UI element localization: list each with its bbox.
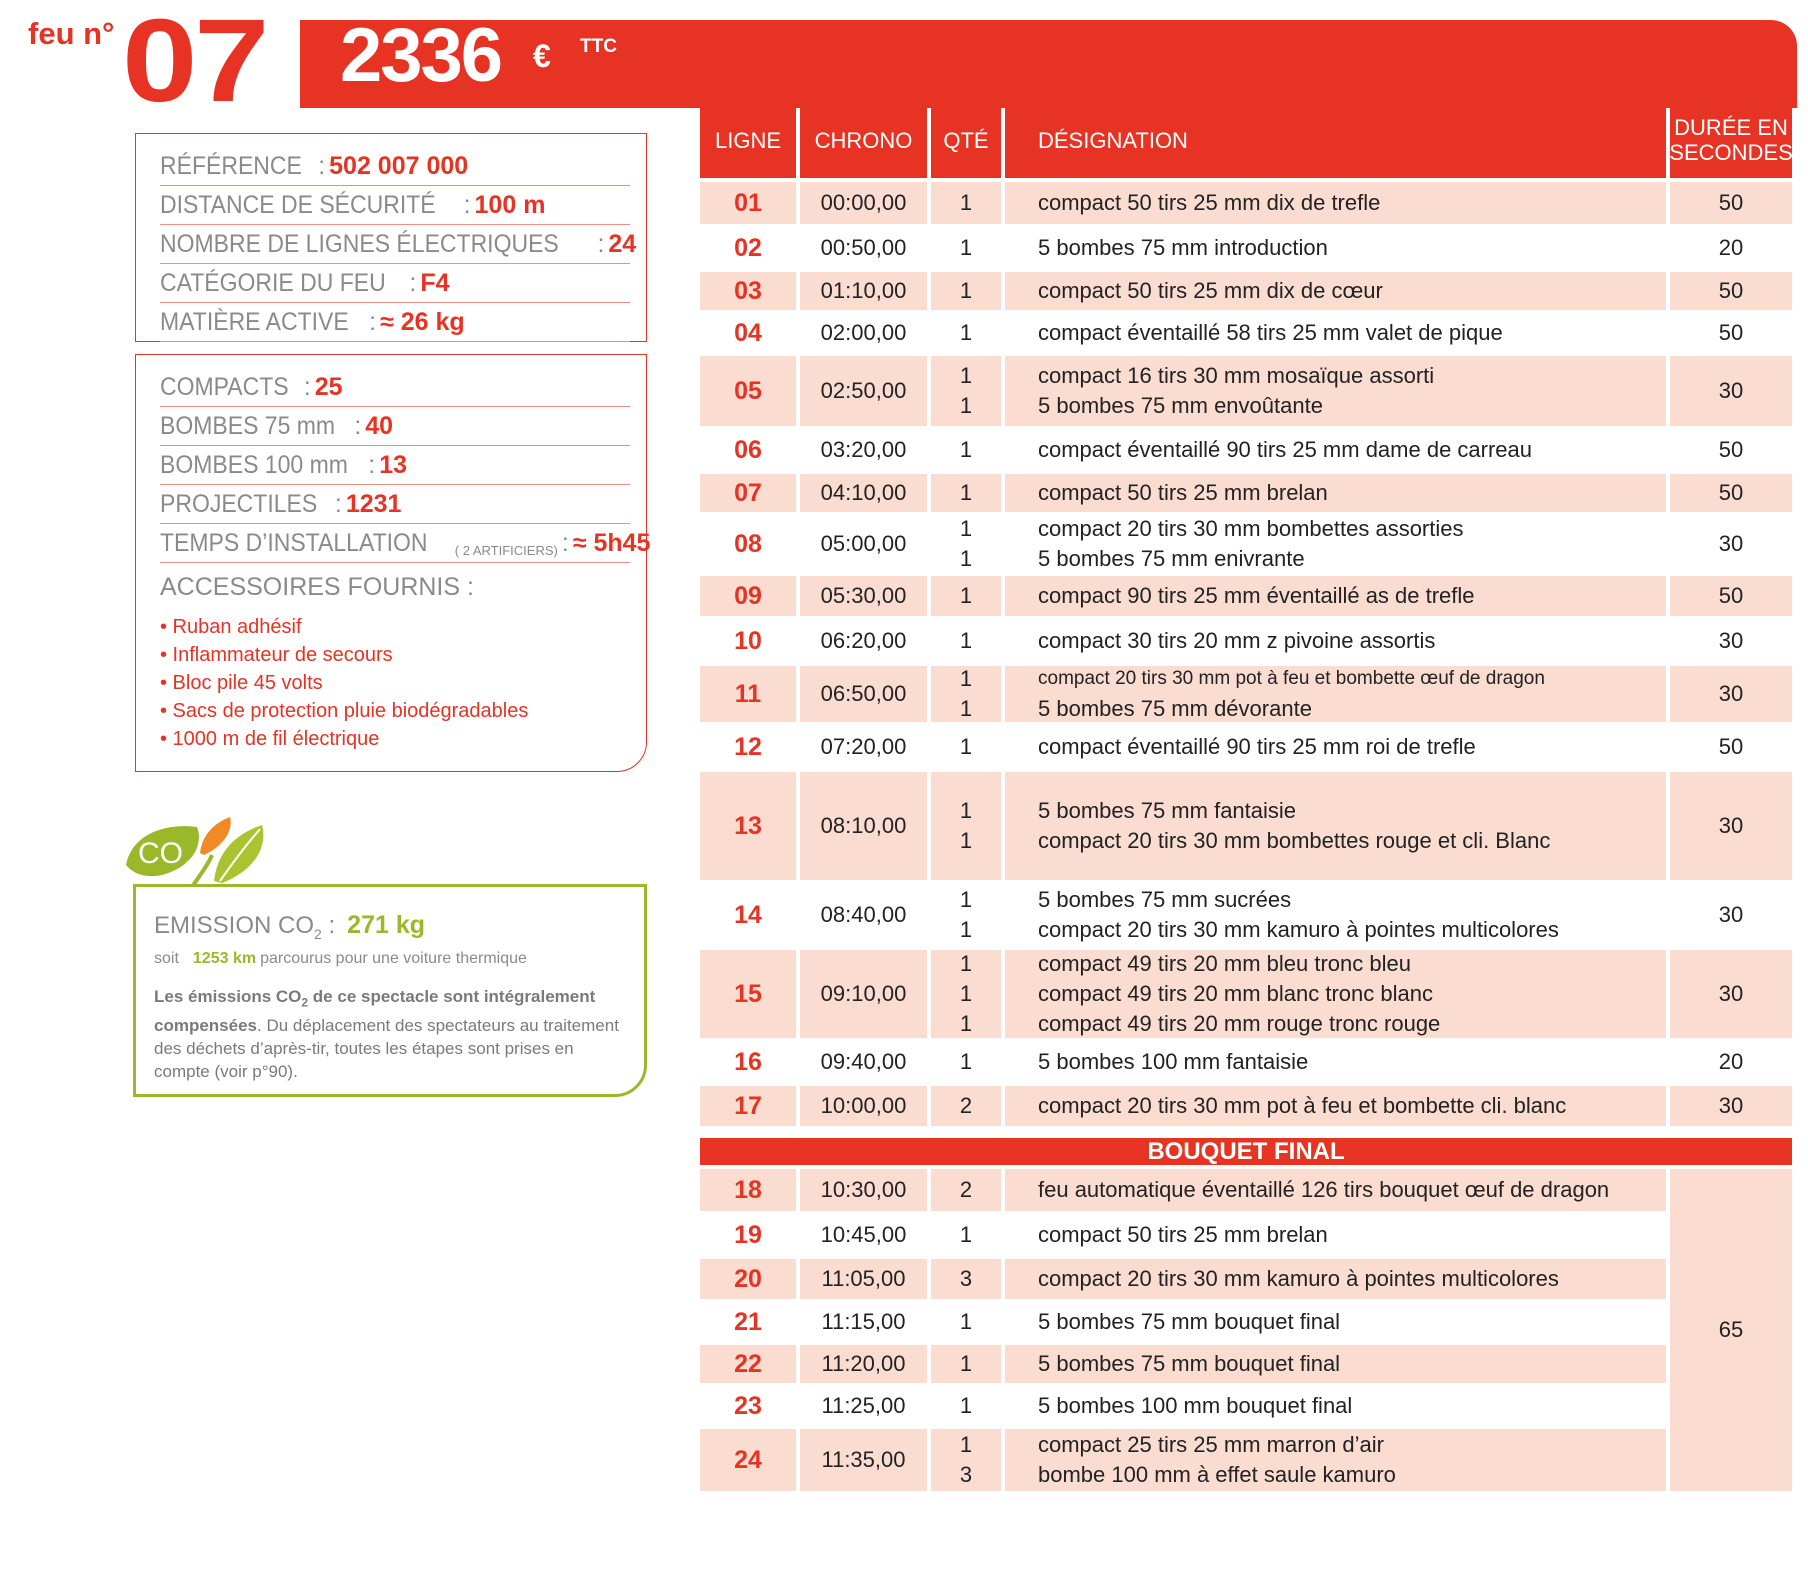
th-designation: DÉSIGNATION	[1005, 102, 1666, 178]
cell-ligne: 18	[700, 1169, 796, 1211]
qte-value: 1	[959, 1049, 973, 1074]
cell-designation	[1005, 620, 1666, 662]
accessory-item: • Ruban adhésif	[160, 616, 302, 638]
co2-leaf-icon	[122, 805, 272, 895]
cell-chrono: 08:10,00	[800, 772, 927, 880]
designation-line: compact 20 tirs 30 mm bombettes rouge et cli. Blanc	[1038, 828, 1551, 853]
cell-chrono: 10:30,00	[800, 1169, 927, 1211]
cell-duree: 30	[1670, 620, 1792, 662]
cell-chrono: 03:20,00	[800, 430, 927, 470]
qte-value: 2	[959, 1093, 973, 1118]
cell-qte	[931, 772, 1001, 880]
cell-chrono: 05:30,00	[800, 576, 927, 616]
co2-km-value: 1253 km	[192, 950, 257, 967]
qte-value: 1	[959, 480, 973, 505]
cell-duree: 30	[1670, 516, 1792, 572]
co2-emission-value: 271 kg	[347, 911, 426, 939]
cell-chrono: 00:50,00	[800, 228, 927, 268]
accessory-item: • Sacs de protection pluie biodégradables	[160, 700, 529, 722]
designation-line: 5 bombes 75 mm fantaisie	[1038, 798, 1297, 823]
qte-value: 1	[959, 828, 973, 853]
info-separator: :	[369, 308, 377, 336]
cell-duree: 20	[1670, 228, 1792, 268]
cell-qte	[931, 474, 1001, 512]
contents-box	[135, 354, 651, 772]
qte-value: 1	[959, 798, 973, 823]
cell-qte	[931, 1215, 1001, 1255]
cell-duree: 30	[1670, 772, 1792, 880]
cell-qte	[931, 1169, 1001, 1211]
price-currency: €	[533, 38, 551, 74]
cell-qte	[931, 620, 1001, 662]
cell-ligne: 22	[700, 1345, 796, 1383]
qte-value: 1	[959, 516, 973, 541]
cell-qte	[931, 516, 1001, 572]
cell-duree: 30	[1670, 884, 1792, 946]
cell-designation	[1005, 666, 1666, 722]
co2-logo-text: CO	[138, 837, 183, 870]
cell-chrono: 00:00,00	[800, 182, 927, 224]
cell-chrono: 09:10,00	[800, 950, 927, 1038]
cell-chrono: 11:20,00	[800, 1345, 927, 1383]
co2-emission-label: EMISSION CO	[154, 912, 315, 939]
cell-ligne: 20	[700, 1259, 796, 1299]
cell-designation	[1005, 1169, 1666, 1211]
cell-duree: 30	[1670, 950, 1792, 1038]
info-value: ≈ 26 kg	[380, 308, 465, 336]
info-label: MATIÈRE ACTIVE	[160, 308, 349, 336]
contents-separator: :	[303, 373, 311, 401]
cell-designation	[1005, 1215, 1666, 1255]
cell-chrono: 10:00,00	[800, 1086, 927, 1126]
info-value: 100 m	[474, 191, 546, 219]
cell-ligne: 14	[700, 884, 796, 946]
cell-designation	[1005, 884, 1666, 946]
designation-line: compact éventaillé 90 tirs 25 mm roi de trefle	[1038, 734, 1476, 759]
info-value: F4	[420, 269, 450, 297]
contents-label: BOMBES 100 mm	[160, 451, 348, 479]
cell-designation	[1005, 772, 1666, 880]
qte-value: 1	[959, 734, 973, 759]
designation-line: compact 20 tirs 30 mm bombettes assorties	[1038, 516, 1464, 541]
cell-duree: 30	[1670, 666, 1792, 722]
cell-ligne: 06	[700, 430, 796, 470]
cell-chrono: 06:50,00	[800, 666, 927, 722]
designation-line: compact éventaillé 90 tirs 25 mm dame de carreau	[1038, 437, 1533, 462]
cell-ligne: 15	[700, 950, 796, 1038]
accessory-item: • Bloc pile 45 volts	[160, 672, 323, 694]
cell-duree: 30	[1670, 1086, 1792, 1126]
cell-ligne: 08	[700, 516, 796, 572]
contents-value: 25	[314, 373, 343, 401]
designation-line: compact 50 tirs 25 mm dix de cœur	[1038, 278, 1383, 303]
cell-chrono: 07:20,00	[800, 726, 927, 768]
contents-row	[160, 368, 630, 407]
info-label: NOMBRE DE LIGNES ÉLECTRIQUES	[160, 230, 559, 258]
designation-line: bombe 100 mm à effet saule kamuro	[1038, 1462, 1396, 1487]
qte-value: 1	[959, 1011, 973, 1036]
cell-chrono: 10:45,00	[800, 1215, 927, 1255]
designation-line: 5 bombes 75 mm bouquet final	[1038, 1351, 1341, 1376]
cell-qte	[931, 182, 1001, 224]
cell-qte	[931, 666, 1001, 722]
cell-duree: 30	[1670, 356, 1792, 426]
cell-qte	[931, 1259, 1001, 1299]
contents-row	[160, 407, 630, 446]
co2-bold-1: Les émissions CO	[154, 987, 302, 1006]
cell-designation	[1005, 272, 1666, 310]
qte-value: 1	[959, 1351, 973, 1376]
accessory-item: • 1000 m de fil électrique	[160, 728, 380, 750]
co2-box	[133, 884, 647, 1097]
cell-qte	[931, 884, 1001, 946]
cell-chrono: 09:40,00	[800, 1042, 927, 1082]
cell-ligne: 17	[700, 1086, 796, 1126]
info-row	[160, 225, 637, 264]
qte-value: 1	[959, 278, 973, 303]
contents-separator: :	[334, 490, 342, 518]
price: 2336	[340, 13, 502, 98]
designation-line: compact 20 tirs 30 mm pot à feu et bombette œuf de dragon	[1038, 668, 1545, 689]
qte-value: 1	[959, 437, 973, 462]
qte-value: 1	[959, 1393, 973, 1418]
cell-qte	[931, 356, 1001, 426]
cell-chrono: 02:50,00	[800, 356, 927, 426]
cell-designation	[1005, 1086, 1666, 1126]
contents-value: 1231	[345, 490, 402, 518]
contents-label: BOMBES 75 mm	[160, 412, 336, 440]
qte-value: 1	[959, 917, 973, 942]
cell-designation	[1005, 1345, 1666, 1383]
info-separator: :	[597, 230, 605, 258]
th-ligne: LIGNE	[700, 102, 796, 178]
cell-ligne: 09	[700, 576, 796, 616]
co2-emission	[154, 911, 425, 942]
designation-line: compact 49 tirs 20 mm rouge tronc rouge	[1038, 1011, 1441, 1036]
info-row	[160, 264, 630, 303]
table-header	[700, 102, 1792, 178]
cell-qte	[931, 1429, 1001, 1491]
contents-label: PROJECTILES	[160, 490, 318, 518]
designation-line: 5 bombes 75 mm enivrante	[1038, 546, 1305, 571]
qte-value: 1	[959, 951, 973, 976]
info-separator: :	[463, 191, 471, 219]
designation-line: 5 bombes 75 mm envoûtante	[1038, 393, 1323, 418]
cell-designation	[1005, 950, 1666, 1038]
cell-qte	[931, 1086, 1001, 1126]
cell-chrono: 06:20,00	[800, 620, 927, 662]
cell-ligne: 04	[700, 314, 796, 352]
cell-ligne: 10	[700, 620, 796, 662]
contents-value: 13	[379, 451, 407, 479]
cell-ligne: 02	[700, 228, 796, 268]
cell-duree: 50	[1670, 314, 1792, 352]
contents-row	[160, 485, 630, 524]
designation-line: 5 bombes 75 mm bouquet final	[1038, 1309, 1341, 1334]
cell-ligne: 24	[700, 1429, 796, 1491]
designation-line: compact 30 tirs 20 mm z pivoine assortis	[1038, 628, 1436, 653]
designation-line: compact éventaillé 58 tirs 25 mm valet de pique	[1038, 320, 1503, 345]
th-qte: QTÉ	[931, 102, 1001, 178]
cell-chrono: 02:00,00	[800, 314, 927, 352]
info-row	[160, 303, 630, 342]
cell-qte	[931, 1042, 1001, 1082]
qte-value: 1	[959, 1222, 973, 1247]
cell-qte	[931, 1345, 1001, 1383]
cell-qte	[931, 1303, 1001, 1341]
contents-separator: :	[561, 529, 569, 557]
qte-value: 3	[959, 1266, 973, 1291]
info-separator: :	[409, 269, 417, 297]
cell-duree: 20	[1670, 1042, 1792, 1082]
qte-value: 1	[959, 666, 973, 691]
cell-ligne: 23	[700, 1387, 796, 1425]
qte-value: 1	[959, 1432, 973, 1457]
designation-line: compact 50 tirs 25 mm brelan	[1038, 480, 1328, 505]
designation-line: compact 25 tirs 25 mm marron d’air	[1038, 1432, 1384, 1457]
cell-duree: 50	[1670, 576, 1792, 616]
feu-number: 07	[122, 0, 267, 127]
co2-bold-2: de ce spectacle sont intégralement compensées	[154, 987, 596, 1036]
designation-line: 5 bombes 100 mm bouquet final	[1038, 1393, 1353, 1418]
designation-line: compact 90 tirs 25 mm éventaillé as de trefle	[1038, 583, 1475, 608]
th-chrono: CHRONO	[800, 102, 927, 178]
designation-line: compact 49 tirs 20 mm bleu tronc bleu	[1038, 951, 1411, 976]
qte-value: 1	[959, 583, 973, 608]
info-separator: :	[318, 152, 326, 180]
price-ttc: TTC	[580, 36, 617, 57]
info-label: DISTANCE DE SÉCURITÉ	[160, 191, 436, 219]
cell-designation	[1005, 314, 1666, 352]
designation-line: compact 20 tirs 30 mm pot à feu et bombette cli. blanc	[1038, 1093, 1567, 1118]
co2-equivalence	[154, 950, 527, 968]
contents-separator: :	[354, 412, 362, 440]
contents-row	[160, 446, 630, 485]
co2-soit: soit	[154, 950, 179, 967]
qte-value: 1	[959, 546, 973, 571]
cell-designation	[1005, 1042, 1666, 1082]
cell-designation	[1005, 576, 1666, 616]
cell-qte	[931, 272, 1001, 310]
co2-bold-sub: 2	[301, 995, 309, 1010]
contents-row	[160, 524, 651, 563]
co2-logo-sub: 2	[185, 858, 194, 875]
cell-designation	[1005, 1303, 1666, 1341]
designation-line: feu automatique éventaillé 126 tirs bouquet œuf de dragon	[1038, 1177, 1610, 1202]
cell-qte	[931, 726, 1001, 768]
cell-ligne: 01	[700, 182, 796, 224]
qte-value: 1	[959, 981, 973, 1006]
designation-line: compact 20 tirs 30 mm kamuro à pointes multicolores	[1038, 1266, 1559, 1291]
cell-duree: 50	[1670, 726, 1792, 768]
qte-value: 1	[959, 190, 973, 215]
info-value: 24	[608, 230, 637, 258]
designation-line: 5 bombes 75 mm sucrées	[1038, 887, 1292, 912]
cell-designation	[1005, 182, 1666, 224]
cell-chrono: 05:00,00	[800, 516, 927, 572]
qte-value: 1	[959, 628, 973, 653]
cell-designation	[1005, 1259, 1666, 1299]
cell-chrono: 04:10,00	[800, 474, 927, 512]
qte-value: 1	[959, 363, 973, 388]
bouquet-duree: 65	[1670, 1169, 1792, 1491]
qte-value: 1	[959, 393, 973, 418]
th-duree: DURÉE EN SECONDES	[1670, 102, 1792, 178]
feu-label: feu n°	[28, 16, 115, 51]
contents-value: ≈ 5h45	[572, 529, 651, 557]
accessories-title: ACCESSOIRES FOURNIS :	[160, 573, 474, 601]
cell-ligne: 07	[700, 474, 796, 512]
cell-designation	[1005, 228, 1666, 268]
info-label: RÉFÉRENCE	[160, 152, 302, 180]
contents-label: COMPACTS	[160, 373, 289, 401]
designation-line: compact 50 tirs 25 mm dix de trefle	[1038, 190, 1381, 215]
co2-description	[154, 985, 624, 1083]
accessory-item: • Inflammateur de secours	[160, 644, 393, 666]
cell-chrono: 11:35,00	[800, 1429, 927, 1491]
designation-line: 5 bombes 75 mm dévorante	[1038, 696, 1312, 721]
co2-km-text: parcourus pour une voiture thermique	[260, 950, 527, 967]
designation-line: compact 50 tirs 25 mm brelan	[1038, 1222, 1328, 1247]
qte-value: 2	[959, 1177, 973, 1202]
info-row	[160, 147, 630, 186]
cell-qte	[931, 576, 1001, 616]
designation-line: compact 20 tirs 30 mm kamuro à pointes multicolores	[1038, 917, 1559, 942]
co2-emission-colon: :	[321, 912, 336, 939]
cell-chrono: 11:15,00	[800, 1303, 927, 1341]
cell-designation	[1005, 430, 1666, 470]
info-value: 502 007 000	[329, 152, 469, 180]
cell-chrono: 11:25,00	[800, 1387, 927, 1425]
cell-duree: 50	[1670, 272, 1792, 310]
cell-designation	[1005, 1429, 1666, 1491]
cell-designation	[1005, 356, 1666, 426]
co2-emission-sub: 2	[314, 925, 322, 942]
cell-ligne: 05	[700, 356, 796, 426]
qte-value: 1	[959, 1309, 973, 1334]
info-box	[135, 133, 647, 342]
contents-label: TEMPS D’INSTALLATION	[160, 529, 428, 557]
contents-separator: :	[368, 451, 376, 479]
qte-value: 1	[959, 320, 973, 345]
co2-normal-text: . Du déplacement des spectateurs au traitement des déchets d’après-tir, toutes les étapes sont prises en compte (voir p°90).	[154, 1016, 619, 1082]
accessories-list	[160, 613, 528, 753]
cell-ligne: 13	[700, 772, 796, 880]
cell-ligne: 21	[700, 1303, 796, 1341]
cell-ligne: 03	[700, 272, 796, 310]
cell-qte	[931, 1387, 1001, 1425]
designation-line: 5 bombes 75 mm introduction	[1038, 235, 1328, 260]
cell-designation	[1005, 1387, 1666, 1425]
cell-duree: 50	[1670, 430, 1792, 470]
designation-line: compact 16 tirs 30 mm mosaïque assorti	[1038, 363, 1435, 388]
qte-value: 1	[959, 235, 973, 260]
contents-list	[160, 368, 651, 563]
cell-chrono: 08:40,00	[800, 884, 927, 946]
cell-qte	[931, 950, 1001, 1038]
cell-designation	[1005, 474, 1666, 512]
cell-ligne: 19	[700, 1215, 796, 1255]
cell-designation	[1005, 516, 1666, 572]
qte-value: 1	[959, 696, 973, 721]
cell-ligne: 11	[700, 666, 796, 722]
info-list	[160, 147, 637, 342]
qte-value: 3	[959, 1462, 973, 1487]
cell-qte	[931, 228, 1001, 268]
qte-value: 1	[959, 887, 973, 912]
cell-ligne: 16	[700, 1042, 796, 1082]
info-label: CATÉGORIE DU FEU	[160, 269, 386, 297]
cell-ligne: 12	[700, 726, 796, 768]
cell-qte	[931, 430, 1001, 470]
bouquet-final-band: BOUQUET FINAL	[700, 1138, 1792, 1165]
designation-line: 5 bombes 100 mm fantaisie	[1038, 1049, 1309, 1074]
cell-duree: 50	[1670, 182, 1792, 224]
cell-duree: 50	[1670, 474, 1792, 512]
price-band	[300, 13, 1797, 108]
cell-designation	[1005, 726, 1666, 768]
info-row	[160, 186, 630, 225]
cell-qte	[931, 314, 1001, 352]
designation-line: compact 49 tirs 20 mm blanc tronc blanc	[1038, 981, 1433, 1006]
contents-note: ( 2 ARTIFICIERS)	[454, 543, 558, 558]
cell-chrono: 11:05,00	[800, 1259, 927, 1299]
cell-chrono: 01:10,00	[800, 272, 927, 310]
contents-value: 40	[365, 412, 394, 440]
